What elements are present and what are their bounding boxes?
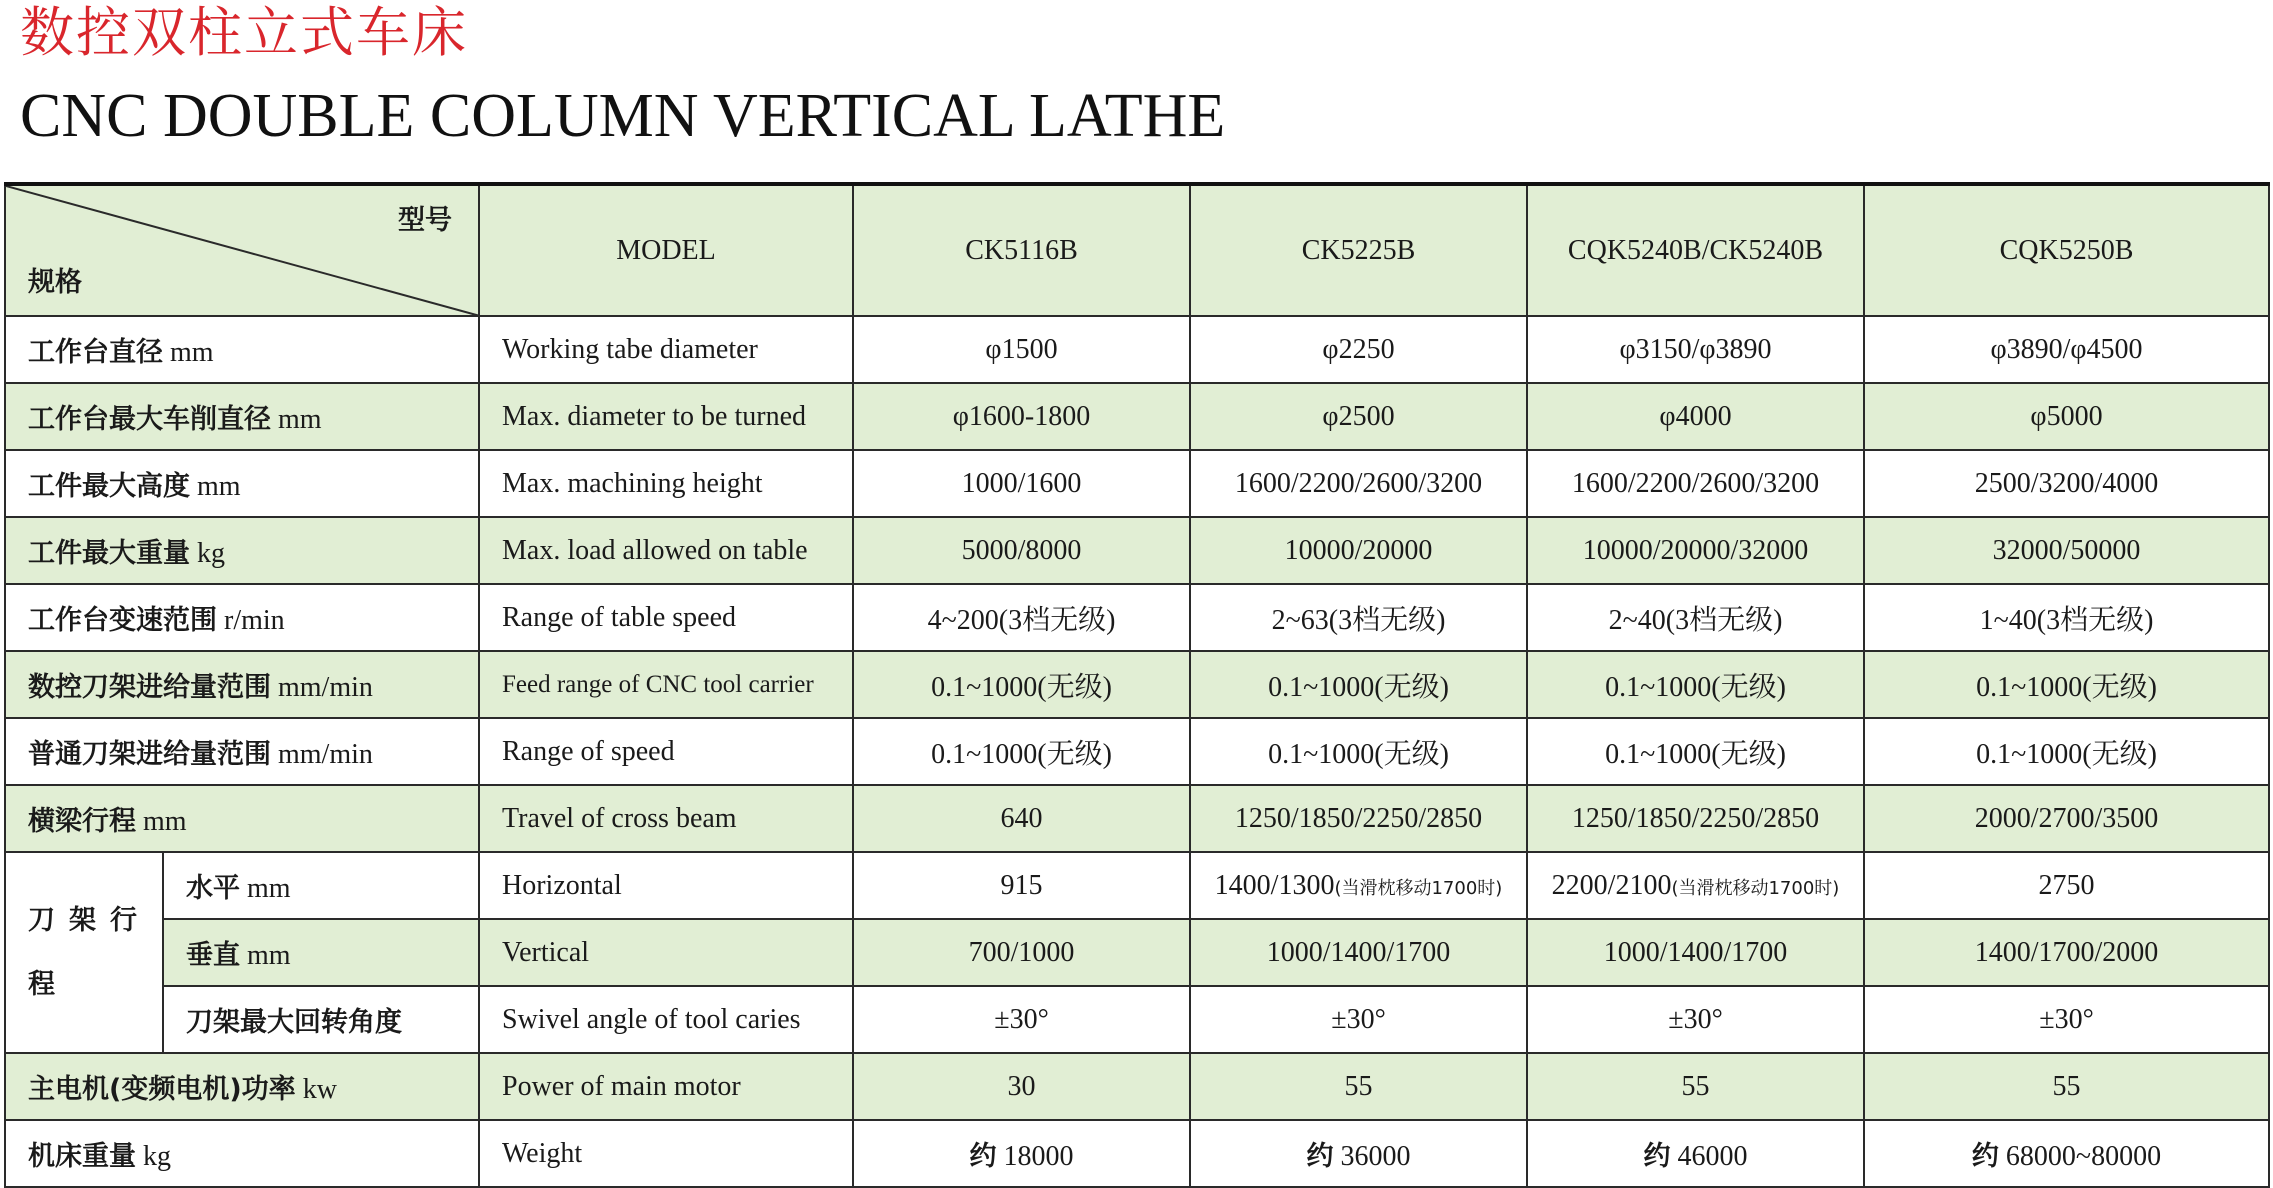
row-value: φ4000 — [1527, 383, 1864, 450]
table-row — [5, 584, 2269, 651]
row-value: 2750 — [1864, 852, 2269, 919]
row-label-cn: 工作台变速范围 r/min — [5, 584, 479, 651]
row-label-en: Horizontal — [479, 852, 853, 919]
row-value: 0.1~1000(无级) — [1190, 718, 1527, 785]
row-value: 1400/1700/2000 — [1864, 919, 2269, 986]
row-value: 约 36000 — [1190, 1120, 1527, 1187]
row-label-en: Max. load allowed on table — [479, 517, 853, 584]
row-label-en: Max. diameter to be turned — [479, 383, 853, 450]
row-value: 55 — [1864, 1053, 2269, 1120]
table-row — [5, 986, 2269, 1053]
row-label-cn: 普通刀架进给量范围 mm/min — [5, 718, 479, 785]
row-label-en: Power of main motor — [479, 1053, 853, 1120]
table-row — [5, 1053, 2269, 1120]
table-row — [5, 1120, 2269, 1187]
table-row — [5, 785, 2269, 852]
row-value: 0.1~1000(无级) — [1190, 651, 1527, 718]
row-value: 1000/1400/1700 — [1190, 919, 1527, 986]
row-value: φ1500 — [853, 316, 1190, 383]
row-value: 约 46000 — [1527, 1120, 1864, 1187]
row-label-cn: 工作台直径 mm — [5, 316, 479, 383]
row-value: 30 — [853, 1053, 1190, 1120]
row-value: 55 — [1527, 1053, 1864, 1120]
row-label-en: Range of table speed — [479, 584, 853, 651]
page-title-cn: 数控双柱立式车床 — [20, 1, 468, 64]
table-row — [5, 383, 2269, 450]
header-model-1: CK5116B — [853, 184, 1190, 316]
row-value: 0.1~1000(无级) — [1527, 718, 1864, 785]
row-label-cn: 横梁行程 mm — [5, 785, 479, 852]
row-value: 约 68000~80000 — [1864, 1120, 2269, 1187]
table-row — [5, 450, 2269, 517]
header-model-4: CQK5250B — [1864, 184, 2269, 316]
row-value: 2000/2700/3500 — [1864, 785, 2269, 852]
row-value: 1600/2200/2600/3200 — [1190, 450, 1527, 517]
header-model-en: MODEL — [479, 184, 853, 316]
row-label-cn: 工件最大重量 kg — [5, 517, 479, 584]
row-value: 1600/2200/2600/3200 — [1527, 450, 1864, 517]
row-value: 2~40(3档无级) — [1527, 584, 1864, 651]
row-label-en: Weight — [479, 1120, 853, 1187]
row-value: 1~40(3档无级) — [1864, 584, 2269, 651]
table-row — [5, 517, 2269, 584]
row-value: 2500/3200/4000 — [1864, 450, 2269, 517]
header-spec-cn: 规格 — [28, 267, 82, 298]
row-value: ±30° — [853, 986, 1190, 1053]
row-value: 1250/1850/2250/2850 — [1190, 785, 1527, 852]
row-label-en: Vertical — [479, 919, 853, 986]
row-value: 10000/20000/32000 — [1527, 517, 1864, 584]
row-value: φ1600-1800 — [853, 383, 1190, 450]
table-row — [5, 718, 2269, 785]
row-value: 55 — [1190, 1053, 1527, 1120]
row-value: 5000/8000 — [853, 517, 1190, 584]
row-value: 0.1~1000(无级) — [1527, 651, 1864, 718]
table-row — [5, 651, 2269, 718]
row-value: 1000/1400/1700 — [1527, 919, 1864, 986]
row-label-cn: 数控刀架进给量范围 mm/min — [5, 651, 479, 718]
row-value: ±30° — [1864, 986, 2269, 1053]
row-value: 10000/20000 — [1190, 517, 1527, 584]
header-diagonal-cell — [5, 184, 479, 316]
row-value: 32000/50000 — [1864, 517, 2269, 584]
spec-table — [4, 182, 2270, 1188]
row-value: ±30° — [1527, 986, 1864, 1053]
row-value: 0.1~1000(无级) — [853, 651, 1190, 718]
table-row — [5, 852, 2269, 919]
row-label-cn: 工作台最大车削直径 mm — [5, 383, 479, 450]
row-value: 1000/1600 — [853, 450, 1190, 517]
row-value: ±30° — [1190, 986, 1527, 1053]
row-value: 2~63(3档无级) — [1190, 584, 1527, 651]
row-value: 1400/1300(当滑枕移动1700时) — [1190, 852, 1527, 919]
row-value: 2200/2100(当滑枕移动1700时) — [1527, 852, 1864, 919]
row-value: φ5000 — [1864, 383, 2269, 450]
row-value: 700/1000 — [853, 919, 1190, 986]
header-model-2: CK5225B — [1190, 184, 1527, 316]
tool-group-label: 刀架行 程 — [5, 852, 163, 1053]
row-label-en: Travel of cross beam — [479, 785, 853, 852]
row-value: 915 — [853, 852, 1190, 919]
row-value: φ3150/φ3890 — [1527, 316, 1864, 383]
row-label-en: Working tabe diameter — [479, 316, 853, 383]
row-value: φ3890/φ4500 — [1864, 316, 2269, 383]
row-value: 4~200(3档无级) — [853, 584, 1190, 651]
row-value: 0.1~1000(无级) — [1864, 718, 2269, 785]
row-label-cn: 工件最大高度 mm — [5, 450, 479, 517]
row-value: φ2250 — [1190, 316, 1527, 383]
page-title-en: CNC DOUBLE COLUMN VERTICAL LATHE — [20, 82, 1226, 150]
table-row — [5, 919, 2269, 986]
header-model-cn: 型号 — [398, 205, 452, 236]
row-value: φ2500 — [1190, 383, 1527, 450]
row-label-en: Feed range of CNC tool carrier — [479, 651, 853, 718]
row-label-en: Max. machining height — [479, 450, 853, 517]
header-row — [5, 184, 2269, 316]
row-label-cn: 主电机(变频电机)功率 kw — [5, 1053, 479, 1120]
row-value: 1250/1850/2250/2850 — [1527, 785, 1864, 852]
row-label-cn: 机床重量 kg — [5, 1120, 479, 1187]
row-label-en: Range of speed — [479, 718, 853, 785]
row-label-cn: 水平 mm — [163, 852, 479, 919]
table-row — [5, 316, 2269, 383]
row-value: 0.1~1000(无级) — [853, 718, 1190, 785]
row-label-en: Swivel angle of tool caries — [479, 986, 853, 1053]
header-model-3: CQK5240B/CK5240B — [1527, 184, 1864, 316]
row-value: 0.1~1000(无级) — [1864, 651, 2269, 718]
row-label-cn: 刀架最大回转角度 — [163, 986, 479, 1053]
row-label-cn: 垂直 mm — [163, 919, 479, 986]
row-value: 约 18000 — [853, 1120, 1190, 1187]
row-value: 640 — [853, 785, 1190, 852]
